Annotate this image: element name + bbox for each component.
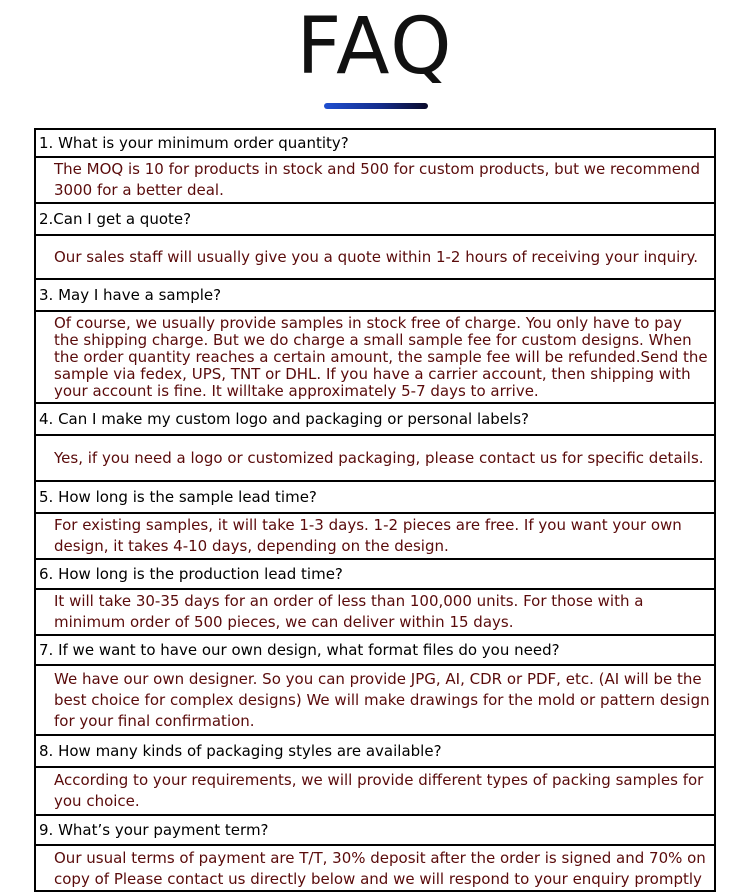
faq-answer-6: [36, 590, 714, 636]
faq-answer-2-text: Our sales staff will usually give you a quote within 1-2 hours of receiving your inquiry.: [54, 247, 698, 266]
faq-answer-7: [36, 666, 714, 736]
faq-answer-5-text: For existing samples, it will take 1-3 days. 1-2 pieces are free. If you want your own design, it takes 4-10 days, depending on the design.: [54, 516, 682, 555]
faq-question-3: 3. May I have a sample?: [36, 280, 714, 312]
faq-answer-2: [36, 236, 714, 280]
faq-answer-9-text: Our usual terms of payment are T/T, 30% deposit after the order is signed and 70% on copy of Please contact us directly below and we will respond to your enquiry promptly: [54, 849, 706, 888]
faq-question-9: 9. What’s your payment term?: [36, 816, 714, 846]
faq-question-5: 5. How long is the sample lead time?: [36, 482, 714, 514]
faq-question-6: 6. How long is the production lead time?: [36, 560, 714, 590]
faq-question-2: 2.Can I get a quote?: [36, 204, 714, 236]
faq-answer-4-text: Yes, if you need a logo or customized packaging, please contact us for specific details.: [54, 448, 704, 467]
faq-answer-3-text: Of course, we usually provide samples in stock free of charge. You only have to pay the shipping charge. But we do charge a small sample fee for custom designs. When the order quantity reaches a certain amount, the sample fee will be refunded.Send the sample via fedex, UPS, TNT or DHL. If you have a carrier account, then shipping with your account is fine. It willtake approximately 5-7 days to arrive.: [54, 313, 708, 400]
faq-table: [34, 128, 716, 892]
faq-answer-1-text: The MOQ is 10 for products in stock and 500 for custom products, but we recommend 3000 for a better deal.: [54, 160, 701, 199]
faq-answer-3: [36, 312, 714, 404]
faq-answer-8-text: According to your requirements, we will provide different types of packing samples for you choice.: [54, 771, 704, 810]
faq-answer-7-text: We have our own designer. So you can provide JPG, AI, CDR or PDF, etc. (AI will be the best choice for complex designs) We will make drawings for the mold or pattern design for your final confirmation.: [54, 669, 710, 730]
faq-answer-8: [36, 768, 714, 816]
faq-question-1: 1. What is your minimum order quantity?: [36, 130, 714, 158]
faq-answer-1: [36, 158, 714, 204]
faq-answer-9: [36, 846, 714, 892]
faq-answer-4: [36, 436, 714, 482]
page-title: FAQ: [296, 2, 454, 92]
faq-question-8: 8. How many kinds of packaging styles are available?: [36, 736, 714, 768]
faq-answer-6-text: It will take 30-35 days for an order of less than 100,000 units. For those with a minimum order of 500 pieces, we can deliver within 15 days.: [54, 592, 644, 631]
faq-question-7: 7. If we want to have our own design, what format files do you need?: [36, 636, 714, 666]
faq-answer-5: [36, 514, 714, 560]
title-underline: [324, 103, 428, 109]
faq-question-4: 4. Can I make my custom logo and packaging or personal labels?: [36, 404, 714, 436]
